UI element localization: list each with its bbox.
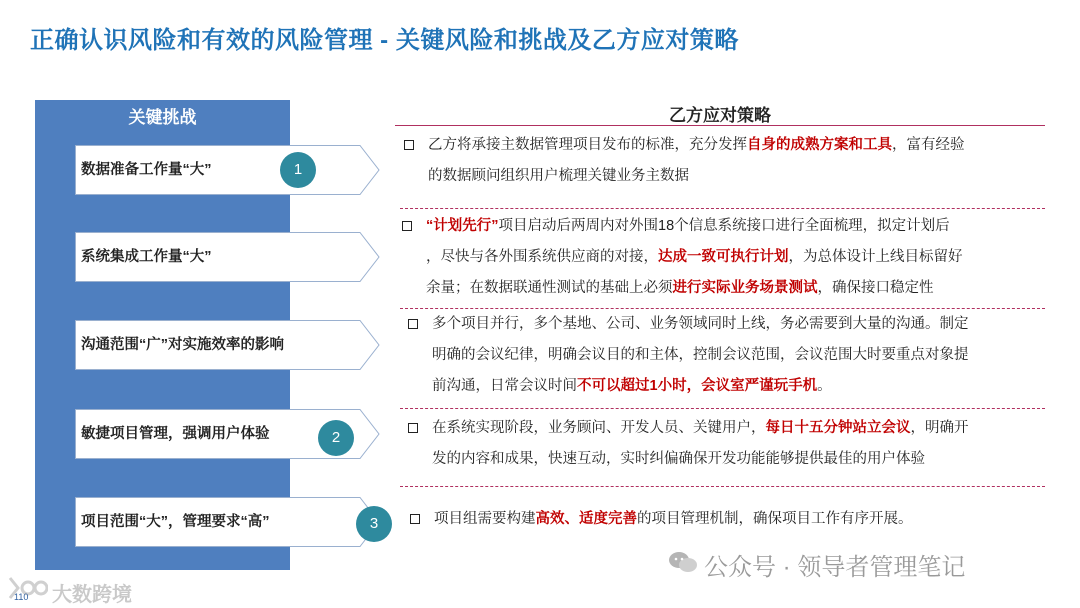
strategies-header: 乙方应对策略 [669, 106, 771, 125]
highlight-text: “计划先行” [426, 218, 499, 234]
page-title: 正确认识风险和有效的风险管理 - 关键风险和挑战及乙方应对策略 [30, 27, 739, 54]
strategy-line [428, 161, 1044, 192]
square-bullet-icon [404, 140, 414, 150]
watermark-text: 公众号 · 领导者管理笔记 [704, 554, 966, 581]
challenge-label: 系统集成工作量“大” [81, 249, 212, 265]
highlight-text: 不可以超过1小时，会议室严谨玩手机 [577, 378, 818, 394]
challenge-label: 沟通范围“广”对实施效率的影响 [81, 337, 284, 353]
strategy-line [432, 371, 1048, 402]
strategy-line [428, 130, 1044, 161]
challenge-label: 数据准备工作量“大” [81, 162, 212, 178]
body-text: 项目组需要构建 [434, 511, 536, 527]
challenge-label: 项目范围“大”，管理要求“高” [81, 514, 270, 530]
highlight-text: 进行实际业务场景测试 [672, 280, 818, 296]
square-bullet-icon [408, 423, 418, 433]
body-text: 的项目管理机制，确保项目工作有序开展。 [637, 511, 913, 527]
body-text: ，确保接口稳定性 [817, 280, 934, 296]
challenge-item [75, 497, 380, 547]
strategy-line [432, 444, 1048, 475]
strategy-line [426, 273, 1045, 304]
strategy-text [432, 309, 1048, 402]
highlight-text: 自身的成熟方案和工具 [747, 137, 892, 153]
body-text: ，尽快与各外围系统供应商的对接， [426, 249, 658, 265]
strategy-item [408, 309, 1048, 402]
dashed-divider [400, 486, 1045, 487]
number-badge-3: 3 [356, 506, 392, 542]
number-badge-1: 1 [280, 152, 316, 188]
challenge-label: 敏捷项目管理，强调用户体验 [81, 426, 270, 442]
body-text: 发的内容和成果，快速互动，实时纠偏确保开发功能能够提供最佳的用户体验 [432, 451, 925, 467]
body-text: 前沟通，日常会议时间 [432, 378, 577, 394]
challenges-header: 关键挑战 [128, 108, 197, 127]
body-text: 项目启动后两周内对外围18个信息系统接口进行全面梳理，拟定计划后 [498, 218, 950, 234]
header-divider [395, 125, 1045, 126]
challenge-item [75, 232, 380, 282]
strategy-text [434, 504, 1030, 535]
body-text: ，明确开 [910, 420, 969, 436]
body-text: 的数据顾问组织用户梳理关键业务主数据 [428, 168, 689, 184]
page-number: 110 [14, 592, 29, 602]
strategy-item [408, 413, 1048, 475]
strategy-line [432, 413, 1048, 444]
number-badge-2: 2 [318, 420, 354, 456]
strategy-text [428, 130, 1044, 192]
brand-logo-text: 大数跨境 [52, 584, 132, 606]
body-text: 乙方将承接主数据管理项目发布的标准，充分发挥 [428, 137, 747, 153]
challenge-item [75, 145, 380, 195]
strategy-line [432, 340, 1048, 371]
challenge-item [75, 320, 380, 370]
body-text: ，富有经验 [892, 137, 965, 153]
highlight-text: 每日十五分钟站立会议 [765, 420, 911, 436]
body-text: 多个项目并行，多个基地、公司、业务领域同时上线，务必需要到大量的沟通。制定 [432, 316, 969, 332]
body-text: 余量；在数据联通性测试的基础上必须 [426, 280, 673, 296]
strategy-item [404, 130, 1044, 192]
dashed-divider [400, 208, 1045, 209]
strategy-line [432, 309, 1048, 340]
square-bullet-icon [402, 221, 412, 231]
strategy-item [402, 211, 1045, 304]
highlight-text: 高效、适度完善 [535, 511, 637, 527]
strategy-line [426, 211, 1045, 242]
highlight-text: 达成一致可执行计划 [658, 249, 789, 265]
strategy-item [410, 504, 1030, 535]
body-text: 在系统实现阶段，业务顾问、开发人员、关键用户， [432, 420, 766, 436]
strategy-line [434, 504, 1030, 535]
strategy-line [426, 242, 1045, 273]
dashed-divider [400, 408, 1045, 409]
strategy-text [426, 211, 1045, 304]
body-text: 明确的会议纪律，明确会议目的和主体，控制会议范围，会议范围大时要重点对象提 [432, 347, 969, 363]
body-text: ，为总体设计上线目标留好 [788, 249, 963, 265]
wechat-icon [668, 550, 698, 574]
square-bullet-icon [408, 319, 418, 329]
strategy-text [432, 413, 1048, 475]
body-text: 。 [817, 378, 832, 394]
square-bullet-icon [410, 514, 420, 524]
